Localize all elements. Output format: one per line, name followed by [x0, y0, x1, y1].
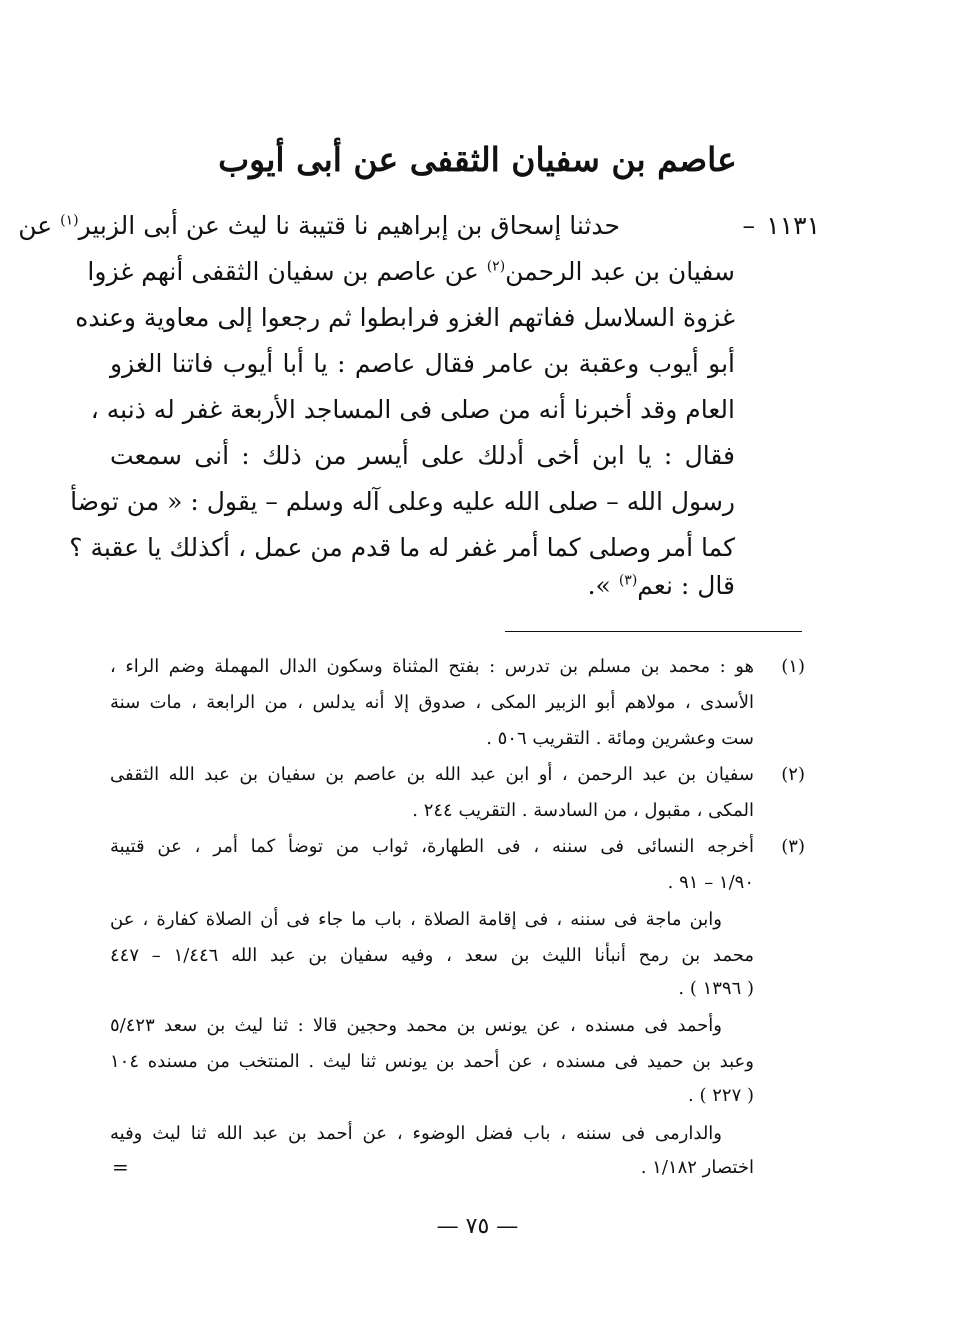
footnote-line: الأسدى ، مولاهم أبو الزبير المكى ، صدوق إلا أنه يدلس ، من الرابعة ، مات سنة: [110, 692, 754, 713]
footnote-ref: (٣): [618, 572, 638, 589]
footnote-paragraph-line: وعبد بن حميد فى مسنده ، عن أحمد بن يونس ثنا ليث . المنتخب من مسنده ١٠٤: [110, 1051, 754, 1072]
footnote-line: ست وعشرين ومائة . التقريب ٥٠٦ .: [486, 728, 754, 749]
footnote-line: ١/٩٠ – ٩١ .: [667, 872, 754, 893]
footnote-ref: (١): [60, 212, 79, 229]
page-title: عاصم بن سفيان الثقفى عن أبى أيوب: [218, 140, 737, 179]
hadith-line: رسول الله – صلى الله عليه وعلى آله وسلم – يقول : « من توضأ: [70, 487, 735, 516]
hadith-line: أبو أيوب وعقبة بن عامر فقال عاصم : يا أبا أيوب فاتنا الغزو: [110, 349, 735, 378]
footnote-paragraph-line: ( ٢٢٧ ) .: [688, 1085, 754, 1106]
footnote-line: أخرجه النسائى فى سننه ، فى الطهارة، ثواب من توضأ كما أمر ، عن قتيبة: [110, 836, 754, 857]
footnote-paragraph-line: محمد بن رمح أنبأنا الليث بن سعد ، وفيه سفيان بن عبد الله ١/٤٤٦ – ٤٤٧: [110, 945, 755, 966]
footnote-paragraph-line: ( ١٣٩٦ ) .: [678, 978, 754, 999]
hadith-number-dash: –: [742, 211, 755, 240]
footnote-number: (١): [781, 656, 805, 677]
hadith-line: قال : نعم$^{(٣)}$ ».: [587, 571, 735, 600]
footnote-ref: (٢): [486, 258, 506, 275]
footnote-line: سفيان بن عبد الرحمن ، أو ابن عبد الله بن عاصم بن سفيان بن عبد الله الثقفى: [110, 764, 754, 785]
footnote-paragraph-line: اختصار ١/١٨٢ .: [640, 1157, 754, 1178]
hadith-line: سفيان بن عبد الرحمن$^{(٢)}$ عن عاصم بن سفيان الثقفى أنهم غزوا: [87, 257, 735, 286]
footnote-number: (٢): [781, 764, 805, 785]
footnote-number: (٣): [781, 836, 805, 857]
footnote-paragraph-line: والدارمى فى سننه ، باب فضل الوضوء ، عن أحمد بن عبد الله ثنا ليث وفيه: [110, 1123, 722, 1144]
footnote-line: هو : محمد بن مسلم بن تدرس : بفتح المثناة وسكون الدال المهملة وضم الراء ،: [110, 656, 754, 677]
footnote-paragraph-line: وابن ماجة فى سننه ، فى إقامة الصلاة ، باب ما جاء فى أن الصلاة كفارة ، عن: [110, 909, 723, 930]
footnote-paragraph-line: وأحمد فى مسنده ، عن يونس بن محمد وحجين قالا : ثنا ليث بن سعد ٥/٤٢٣: [110, 1015, 722, 1036]
footnote-separator: [505, 631, 802, 632]
page-number: — ٧٥ —: [436, 1214, 519, 1239]
hadith-number: ١١٣١: [766, 211, 820, 240]
continuation-mark: =: [112, 1155, 129, 1179]
hadith-line: كما أمر وصلى كما أمر غفر له ما قدم من عمل ، أكذلك يا عقبة ؟: [69, 533, 735, 562]
hadith-line: العام وقد أخبرنا أنه من صلى فى المساجد الأربعة غفر له ذنبه ،: [90, 395, 735, 424]
hadith-line: غزوة السلاسل ففاتهم الغزو فرابطوا ثم رجعوا إلى معاوية وعنده: [75, 303, 735, 332]
hadith-line: فقال : يا ابن أخى أدلك على أيسر من ذلك : أنى سمعت: [110, 441, 735, 470]
footnote-line: المكى ، مقبول ، من السادسة . التقريب ٢٤٤ .: [412, 800, 754, 821]
hadith-line: حدثنا إسحاق بن إبراهيم نا قتيبة نا ليث عن أبى الزبير$^{(١)}$ عن: [18, 211, 620, 240]
